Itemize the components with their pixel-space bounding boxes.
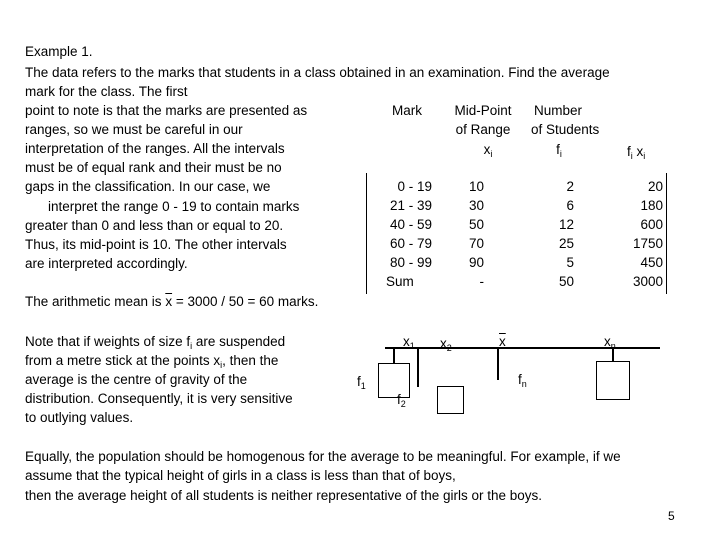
- note-line: must be of equal rank and their must be no: [25, 160, 282, 175]
- note-line: interpret the range 0 - 19 to contain marks: [48, 199, 300, 214]
- products-column: [610, 177, 663, 291]
- header-midpoint-line1: Mid-Point: [454, 103, 512, 118]
- metre-stick: [385, 347, 660, 349]
- homogeneity-line: assume that the typical height of girls in a class is less than that of boys,: [25, 468, 456, 483]
- table-cell: 2: [566, 179, 574, 194]
- table-cell: 60 - 79: [389, 236, 432, 251]
- mean-statement: The arithmetic mean is $\overline{x} = 3000 / 50 = 60$ marks.: [25, 294, 319, 309]
- header-midpoint-line2: of Range: [455, 122, 511, 137]
- table-cell: 25: [558, 236, 574, 251]
- homogeneity-line: then the average height of all students is neither representative of the girls or the boys.: [25, 488, 543, 503]
- header-midpoint-symbol: $x_i$: [483, 142, 493, 159]
- homogeneity-line: Equally, the population should be homogenous for the average to be meaningful. For example, if we: [25, 449, 621, 464]
- label-xn: $x_n$: [604, 334, 616, 351]
- gravity-note-line: distribution. Consequently, it is very sensitive: [25, 391, 293, 406]
- table-cell: 180: [640, 198, 663, 213]
- label-x1: $x_1$: [403, 334, 415, 351]
- table-cell: 21 - 39: [389, 198, 432, 213]
- intro-line-2: mark for the class. The first: [25, 84, 188, 99]
- table-cell: 450: [640, 255, 663, 270]
- table-cell: 50: [558, 274, 574, 289]
- note-line: greater than 0 and less than or equal to 20.: [25, 218, 284, 233]
- table-cell: 20: [647, 179, 663, 194]
- note-line: interpretation of the ranges. All the intervals: [25, 141, 285, 156]
- header-product: $f_i$ $x_i$: [627, 144, 646, 161]
- table-cell: 10: [468, 179, 484, 194]
- gravity-note-line: Note that if weights of size $f_i$ are suspended: [25, 334, 286, 351]
- table-border: [366, 173, 367, 294]
- table-cell: 40 - 59: [389, 217, 432, 232]
- label-fn: $f_n$: [518, 372, 527, 389]
- marks-column: [370, 177, 432, 291]
- table-cell: 600: [640, 217, 663, 232]
- note-line: point to note is that the marks are presented as: [25, 103, 308, 118]
- table-cell: 12: [558, 217, 574, 232]
- example-heading: Example 1.: [25, 44, 93, 59]
- string-xn-mean: [497, 347, 499, 380]
- weight-box-fn: [596, 361, 630, 400]
- gravity-note-line: average is the centre of gravity of the: [25, 372, 248, 387]
- table-border: [666, 173, 667, 294]
- table-cell: 30: [468, 198, 484, 213]
- table-cell: Sum: [386, 274, 414, 289]
- page-number: 5: [668, 509, 675, 523]
- intro-line-1: The data refers to the marks that students in a class obtained in an examination. Find the average: [25, 65, 610, 80]
- label-x2: $x_2$: [440, 336, 452, 353]
- table-cell: -: [479, 274, 484, 289]
- label-xbar: $\overline{x}$: [499, 334, 506, 349]
- midpoints-column: [440, 177, 484, 291]
- weight-box-f2: [437, 386, 464, 414]
- table-cell: 50: [468, 217, 484, 232]
- string-x1: [393, 347, 395, 363]
- header-number-line2: of Students: [531, 122, 600, 137]
- label-f2: $f_2$: [397, 392, 406, 409]
- header-number-line1: Number: [534, 103, 583, 118]
- note-line: are interpreted accordingly.: [25, 256, 188, 271]
- gravity-note-line: from a metre stick at the points $x_i$, then the: [25, 353, 279, 370]
- table-cell: 6: [566, 198, 574, 213]
- note-line: Thus, its mid-point is 10. The other intervals: [25, 237, 287, 252]
- table-cell: 1750: [632, 236, 663, 251]
- table-cell: 5: [566, 255, 574, 270]
- string-x2: [417, 347, 419, 387]
- gravity-note-line: to outlying values.: [25, 410, 134, 425]
- label-f1: $f_1$: [357, 374, 366, 391]
- table-cell: 0 - 19: [397, 179, 432, 194]
- table-cell: 3000: [632, 274, 663, 289]
- note-line: ranges, so we must be careful in our: [25, 122, 243, 137]
- header-mark: Mark: [392, 103, 422, 118]
- table-cell: 70: [468, 236, 484, 251]
- note-line: gaps in the classification. In our case, we: [25, 179, 271, 194]
- table-cell: 90: [468, 255, 484, 270]
- frequencies-column: [530, 177, 574, 291]
- table-cell: 80 - 99: [389, 255, 432, 270]
- header-number-symbol: $f_i$: [556, 142, 562, 159]
